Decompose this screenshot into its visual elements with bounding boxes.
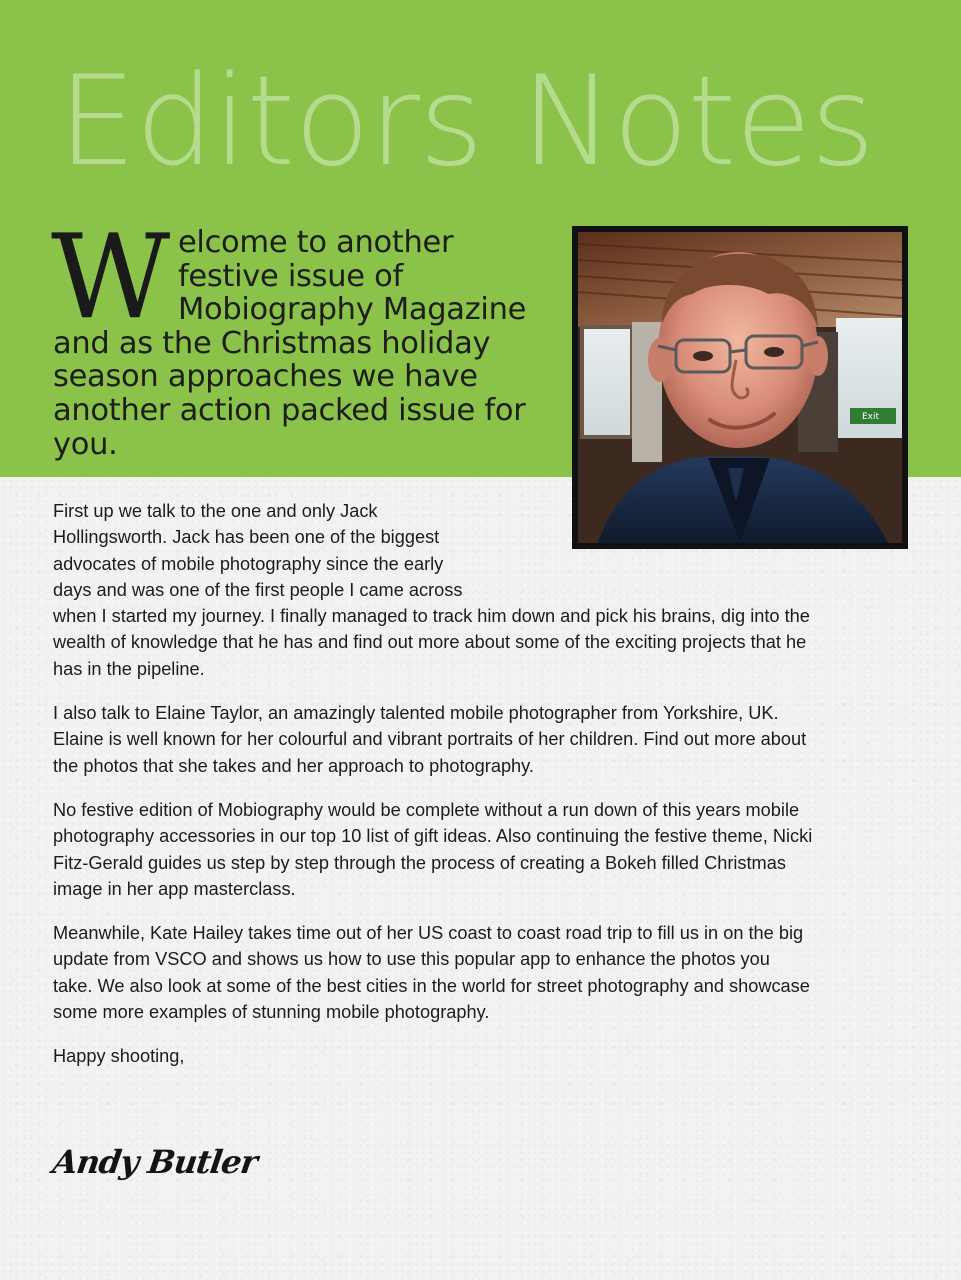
paragraph-1-line: First up we talk to the one and only Jack bbox=[53, 501, 378, 521]
intro-paragraph bbox=[51, 210, 563, 462]
intro-text: elcome to another festive issue of Mobiography Magazine and as the Christmas holiday season approaches we have another action packed issue for you. bbox=[53, 225, 527, 462]
paragraph-1-line: Hollingsworth. Jack has been one of the biggest bbox=[53, 527, 440, 548]
portrait-illustration bbox=[578, 232, 902, 543]
paragraph-4: Meanwhile, Kate Hailey takes time out of her US coast to coast road trip to fill us in on the big update from VSCO and shows us how to use this popular app to enhance the photos you take. We also look at some of the best cities in the world for street photography and showcase some more examples of stunning mobile photography. bbox=[53, 923, 810, 1023]
paragraph-3: No festive edition of Mobiography would be complete without a run down of this years mobile photography accessories in our top 10 list of gift ideas. Also continuing the festive theme, Nicki Fitz-Gerald guides us step by step through the process of creating a Bokeh filled Christmas image in her app masterclass. bbox=[53, 799, 813, 899]
drop-cap: W bbox=[51, 210, 170, 345]
closing-line: Happy shooting, bbox=[53, 1046, 185, 1067]
paragraph-1-rest: when I started my journey. I finally managed to track him down and pick his brains, dig into the wealth of knowledge that he has and find out more about some of the exciting projects that he has in the pipeline. bbox=[53, 606, 810, 679]
exit-sign-text: Exit bbox=[862, 412, 880, 422]
paragraph-1-wrapped-lines bbox=[53, 498, 813, 603]
paragraph-1-line: advocates of mobile photography since the early bbox=[53, 553, 444, 574]
paragraph-1 bbox=[53, 498, 813, 682]
editor-signature: Andy Butler bbox=[50, 1143, 260, 1181]
page-title: Editors Notes bbox=[58, 50, 875, 194]
paragraph-1-line: days and was one of the first people I came across bbox=[53, 579, 463, 600]
article-body bbox=[53, 498, 813, 1088]
paragraph-2: I also talk to Elaine Taylor, an amazingly talented mobile photographer from Yorkshire, UK. Elaine is well known for her colourful and vibrant portraits of her children. Find out more about the photos that she takes and her approach to photography. bbox=[53, 703, 807, 776]
